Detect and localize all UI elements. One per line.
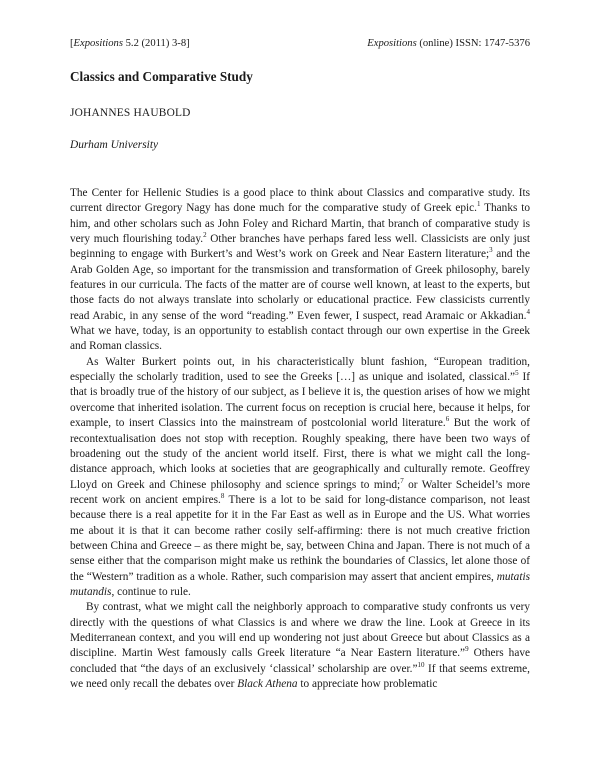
paragraph: [70, 600, 530, 692]
issn-right: Expositions (online) ISSN: 1747-5376: [367, 38, 530, 49]
running-header: [70, 38, 530, 49]
footnote-ref: 1: [477, 200, 481, 209]
footnote-ref: 5: [515, 369, 519, 378]
text-run: If that seems extreme, we need only recall the debates over: [70, 662, 530, 690]
text-run: and the Arab Golden Age, so important for the transmission and transformation of Greek philosophy, barely features in our curricula. The facts of the matter are of course well known, at least to the experts, but those facts do not always translate into scholarly or educational practice. Few classicists currently read Arabic, in any sense of the word “reading.” Even fewer, I suspect, read Aramaic or Akkadian.: [70, 248, 530, 322]
text-run: There is a lot to be said for long-distance comparison, not least because there is a real appetite for it in the Far East as well as in Europe and the US. What worries me about it is that it can become rather cosily self-affirming: there is not much creative friction between China and Greece – as there might be, say, between China and Japan. There is not much of a sense either that the comparison might make us rethink the boundaries of Classics, let alone those of the “Western” tradition as a whole. Rather, such comparision may assert that ancient empires,: [70, 493, 530, 583]
author-name: JOHANNES HAUBOLD: [70, 107, 191, 119]
text-run: If that is broadly true of the history of our subject, as I believe it is, the question arises of how we might overcome that inherited isolation. The current focus on reception is crucial here, because it helps, for example, to insert Classics into the mainstream of postcolonial world literature.: [70, 371, 530, 430]
article-body: [70, 186, 530, 692]
footnote-ref: 7: [400, 476, 404, 485]
paragraph: [70, 186, 530, 355]
text-run: Other branches have perhaps fared less well. Classicists are only just beginning to engage with Burkert’s and West’s work on Greek and Near Eastern literature;: [70, 233, 530, 261]
footnote-ref: 10: [417, 660, 425, 669]
author-affiliation: Durham University: [70, 139, 159, 151]
italic-text: mutatis mutandis: [70, 570, 530, 598]
footnote-ref: 4: [526, 307, 530, 316]
article-title: Classics and Comparative Study: [70, 69, 253, 84]
footnote-ref: 2: [203, 231, 207, 240]
paragraph: [70, 355, 530, 601]
text-run: But the work of recontextualisation does not stop with reception. Roughly speaking, there have been two ways of broadening out the study of the ancient world itself. First, there is what we might call the long-distance approach, which looks at societies that are geographically and culturally remote. Geoffrey Lloyd on Greek and Chinese philosophy and science springs to mind;: [70, 417, 530, 491]
footnote-ref: 9: [465, 645, 469, 654]
text-run: What we have, today, is an opportunity to establish contact through our own expertise in the Greek and Roman classics.: [70, 325, 530, 353]
text-run: Thanks to him, and other scholars such as John Foley and Richard Martin, that branch of comparative study is very much flourishing today.: [70, 202, 530, 246]
text-run: The Center for Hellenic Studies is a good place to think about Classics and comparative study. Its current director Gregory Nagy has done much for the comparative study of Greek epic.: [70, 187, 530, 215]
italic-text: Black Athena: [237, 678, 298, 690]
footnote-ref: 6: [445, 415, 450, 424]
text-run: or Walter Scheidel’s more recent work on ancient empires.: [70, 478, 530, 506]
text-run: to appreciate how problematic: [297, 678, 438, 690]
text-run: By contrast, what we might call the neighborly approach to comparative study confronts us very directly with the questions of what Classics is and where we draw the line. Look at Greece in its Mediterranean context, and you will end up wondering not just about Greece but about Classics as a discipline. Martin West famously calls Greek literature “a Near Eastern literature.”: [70, 601, 530, 660]
text-run: As Walter Burkert points out, in his characteristically blunt fashion, “European tradition, especially the scholarly tradition, used to see the Greeks […] as unique and isolated, classical.”: [70, 355, 530, 384]
journal-name: Expositions: [73, 38, 123, 49]
footnote-ref: 8: [220, 492, 225, 501]
footnote-ref: 3: [489, 246, 493, 255]
text-run: , continue to rule.: [111, 585, 191, 598]
journal-name: Expositions: [367, 38, 417, 49]
citation-left: [Expositions 5.2 (2011) 3-8]: [70, 38, 190, 49]
text-run: Others have concluded that “the days of an exclusively ‘classical’ scholarship are over.”: [70, 647, 531, 675]
